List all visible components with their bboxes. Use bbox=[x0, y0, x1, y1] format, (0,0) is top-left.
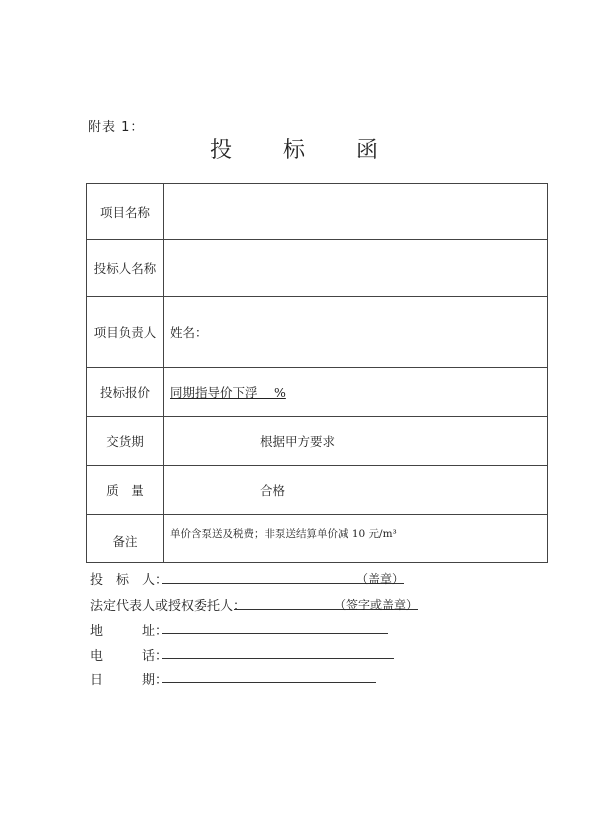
row-value-project-name bbox=[164, 184, 548, 240]
document-title: 投 标 函 bbox=[210, 138, 400, 163]
table-row bbox=[87, 368, 548, 417]
row-value-delivery: 根据甲方要求 bbox=[260, 434, 336, 449]
row-label-remarks: 备注 bbox=[87, 515, 164, 563]
row-label-bidder-name: 投标人名称 bbox=[87, 240, 164, 297]
signature-address-line bbox=[162, 619, 388, 634]
signature-bidder-label: 投 标 人： bbox=[90, 573, 169, 588]
row-value-bid-price: 同期指导价下浮 % bbox=[170, 385, 286, 400]
table-row bbox=[87, 240, 548, 297]
row-label-project-leader: 项目负责人 bbox=[87, 297, 164, 368]
signature-representative-suffix: （签字或盖章） bbox=[334, 598, 419, 612]
signature-bidder-suffix: （盖章） bbox=[356, 572, 405, 586]
signature-phone-line bbox=[162, 644, 394, 659]
table-row bbox=[87, 297, 548, 368]
bid-letter-table bbox=[86, 183, 548, 563]
row-label-quality: 质 量 bbox=[87, 466, 164, 515]
row-label-delivery: 交货期 bbox=[87, 417, 164, 466]
signature-address-label: 地 址： bbox=[90, 624, 169, 639]
attachment-label: 附表 1： bbox=[88, 120, 145, 135]
row-value-bidder-name bbox=[164, 240, 548, 297]
row-value-quality: 合格 bbox=[260, 483, 286, 498]
table-row bbox=[87, 417, 548, 466]
signature-date-line bbox=[162, 668, 376, 683]
row-label-bid-price: 投标报价 bbox=[87, 368, 164, 417]
table-row bbox=[87, 184, 548, 240]
row-label-project-name: 项目名称 bbox=[87, 184, 164, 240]
table-row bbox=[87, 466, 548, 515]
row-value-project-leader: 姓名： bbox=[164, 297, 548, 368]
table-row bbox=[87, 515, 548, 563]
signature-date-label: 日 期： bbox=[90, 673, 169, 688]
signature-phone-label: 电 话： bbox=[90, 649, 169, 664]
row-value-remarks: 单价含泵送及税费；非泵送结算单价减 10 元/m³ bbox=[170, 527, 397, 540]
signature-representative-label: 法定代表人或授权委托人： bbox=[90, 599, 247, 614]
